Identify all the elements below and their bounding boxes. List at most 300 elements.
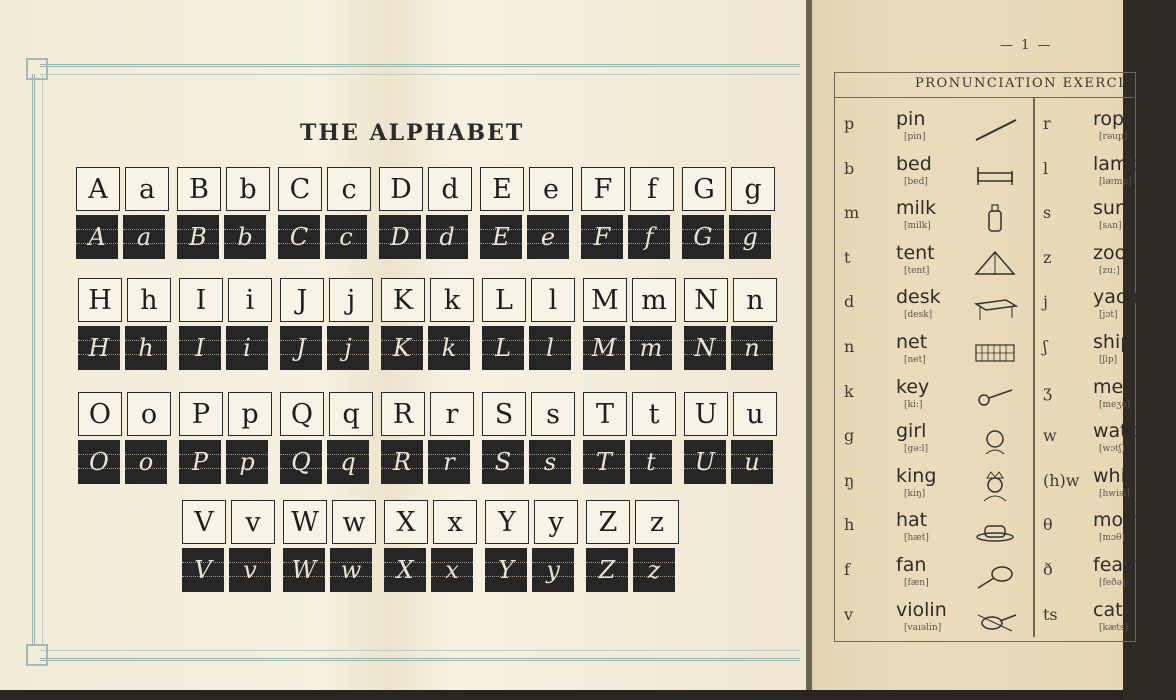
script-glyph: O [89, 448, 109, 476]
lowercase-script-letter [428, 440, 470, 484]
script-glyph: w [340, 556, 362, 584]
violin-icon [972, 603, 1018, 637]
script-glyph: z [647, 556, 661, 584]
phonetic-transcription: [bed] [904, 176, 928, 187]
phonetic-transcription: [meʒə] [1099, 399, 1131, 410]
exercise-title: PRONUNCIATION EXERCI [915, 76, 1125, 91]
script-glyph: y [546, 556, 560, 584]
hat-icon [972, 513, 1018, 547]
letter-pair-c [278, 167, 371, 259]
girl-icon [972, 424, 1018, 458]
uppercase-script-letter [76, 215, 118, 259]
script-glyph: W [291, 556, 317, 584]
script-glyph: k [441, 334, 457, 362]
phonetic-symbol: k [844, 381, 854, 401]
phonetic-symbol: g [844, 426, 855, 446]
example-word: desk [896, 286, 941, 309]
uppercase-script-letter [381, 440, 423, 484]
letter-pair-e [480, 167, 573, 259]
script-letters [283, 548, 376, 592]
phonetic-transcription: [jɔt] [1099, 310, 1118, 321]
phonetic-transcription: [ki:] [904, 399, 923, 410]
exercise-row [844, 554, 1034, 594]
script-glyph: D [390, 223, 410, 251]
exercise-row [1043, 197, 1133, 237]
script-letters [381, 440, 474, 484]
alphabet-row [78, 392, 777, 484]
exercise-row [1043, 331, 1133, 371]
phonetic-transcription: [tent] [904, 265, 930, 276]
exercise-row [844, 197, 1034, 237]
lowercase-script-letter [630, 440, 672, 484]
script-glyph: Q [291, 448, 311, 476]
alphabet-row [78, 278, 777, 370]
script-letters [379, 215, 472, 259]
example-word: violin [896, 598, 947, 621]
script-glyph: u [744, 448, 760, 476]
example-word: whistle [1093, 464, 1161, 487]
uppercase-script-letter [684, 440, 726, 484]
exercise-row [844, 108, 1034, 148]
lowercase-print-letter: f [630, 167, 674, 211]
border-bottom [40, 650, 800, 661]
uppercase-script-letter [283, 548, 325, 592]
script-glyph: Z [598, 556, 616, 584]
lowercase-print-letter: k [430, 278, 474, 322]
phonetic-symbol: z [1043, 247, 1052, 267]
lowercase-script-letter [325, 215, 367, 259]
uppercase-script-letter [78, 440, 120, 484]
script-glyph: p [239, 448, 255, 476]
script-glyph: n [744, 334, 760, 362]
exercise-row [844, 599, 1034, 639]
uppercase-print-letter: M [583, 278, 627, 322]
print-letters [583, 392, 676, 436]
lowercase-script-letter [428, 326, 470, 370]
phonetic-symbol: s [1043, 203, 1052, 223]
uppercase-script-letter [280, 440, 322, 484]
letter-pair-n [684, 278, 777, 370]
desk-icon [972, 290, 1018, 324]
letter-pair-u [684, 392, 777, 484]
exercise-row [844, 509, 1034, 549]
print-letters [381, 392, 474, 436]
phonetic-symbol: b [844, 158, 855, 178]
uppercase-print-letter: E [480, 167, 524, 211]
lowercase-print-letter: l [531, 278, 575, 322]
script-letters [480, 215, 573, 259]
script-letters [586, 548, 679, 592]
script-glyph: G [693, 223, 713, 251]
exercise-row [1043, 509, 1143, 549]
uppercase-script-letter [384, 548, 426, 592]
letter-pair-f [581, 167, 674, 259]
lowercase-print-letter: q [329, 392, 373, 436]
letter-pair-o [78, 392, 171, 484]
lowercase-script-letter [224, 215, 266, 259]
uppercase-print-letter: Q [280, 392, 324, 436]
print-letters [485, 500, 578, 544]
lowercase-script-letter [327, 440, 369, 484]
key-icon [972, 380, 1018, 414]
phonetic-transcription: [desk] [904, 310, 933, 321]
uppercase-print-letter: N [684, 278, 728, 322]
phonetic-transcription: [vaɪəlin] [904, 622, 942, 633]
phonetic-transcription: [gə:l] [904, 444, 929, 455]
lowercase-print-letter: p [228, 392, 272, 436]
lowercase-print-letter: r [430, 392, 474, 436]
print-letters [78, 392, 171, 436]
phonetic-symbol: d [844, 292, 855, 312]
exercise-row [1043, 108, 1136, 148]
uppercase-script-letter [482, 440, 524, 484]
phonetic-symbol: w [1043, 426, 1057, 446]
uppercase-print-letter: O [78, 392, 122, 436]
print-letters [684, 278, 777, 322]
print-letters [586, 500, 679, 544]
uppercase-print-letter: P [179, 392, 223, 436]
script-letters [78, 326, 171, 370]
uppercase-print-letter: H [78, 278, 122, 322]
exercise-row [844, 331, 1034, 371]
phonetic-transcription: [net] [904, 355, 926, 365]
lowercase-script-letter [431, 548, 473, 592]
script-letters [179, 326, 272, 370]
example-word: zoo [1093, 241, 1127, 264]
print-letters [280, 278, 373, 322]
uppercase-script-letter [379, 215, 421, 259]
script-glyph: g [742, 223, 758, 251]
uppercase-print-letter: W [283, 500, 327, 544]
exercise-row [844, 286, 1034, 326]
uppercase-script-letter [586, 548, 628, 592]
alphabet-row [182, 500, 679, 592]
script-glyph: m [639, 334, 663, 362]
phonetic-symbol: (h)w [1043, 470, 1080, 490]
lowercase-script-letter [226, 440, 268, 484]
phonetic-transcription: [pin] [904, 132, 926, 142]
uppercase-script-letter [179, 326, 221, 370]
phonetic-symbol: l [1043, 158, 1049, 178]
phonetic-symbol: f [844, 560, 850, 579]
script-letters [485, 548, 578, 592]
script-glyph: h [138, 334, 154, 362]
phonetic-symbol: ts [1043, 604, 1058, 624]
lowercase-script-letter [125, 440, 167, 484]
border-left [32, 74, 43, 646]
script-glyph: M [591, 334, 617, 362]
example-word: fan [896, 554, 927, 576]
uppercase-print-letter: L [482, 278, 526, 322]
example-word: key [896, 375, 930, 398]
script-letters [78, 440, 171, 484]
letter-pair-b [177, 167, 270, 259]
script-glyph: r [443, 448, 455, 476]
script-glyph: v [243, 556, 257, 584]
uppercase-print-letter: G [682, 167, 726, 211]
lowercase-print-letter: z [635, 500, 679, 544]
print-letters [182, 500, 275, 544]
print-letters [179, 392, 272, 436]
lowercase-script-letter [529, 440, 571, 484]
example-word: sun [1093, 197, 1127, 220]
print-letters [179, 278, 272, 322]
lowercase-print-letter: n [733, 278, 777, 322]
script-glyph: N [694, 334, 716, 362]
uppercase-print-letter: T [583, 392, 627, 436]
print-letters [76, 167, 169, 211]
exercise-row [1043, 286, 1146, 326]
lowercase-print-letter: g [731, 167, 775, 211]
script-glyph: a [136, 223, 152, 251]
uppercase-script-letter [179, 440, 221, 484]
script-glyph: i [243, 334, 251, 362]
example-word: net [896, 331, 928, 353]
uppercase-print-letter: C [278, 167, 322, 211]
phonetic-symbol: v [844, 604, 854, 624]
script-glyph: T [595, 448, 612, 476]
uppercase-script-letter [581, 215, 623, 259]
phonetic-symbol: t [844, 247, 851, 267]
print-letters [278, 167, 371, 211]
example-word: feather [1093, 554, 1163, 576]
phonetic-symbol: ʃ [1043, 337, 1048, 356]
book-bottom-edge [0, 690, 1123, 700]
script-letters [381, 326, 474, 370]
exercise-row [844, 153, 1034, 193]
lowercase-print-letter: j [329, 278, 373, 322]
lowercase-script-letter [532, 548, 574, 592]
lowercase-script-letter [630, 326, 672, 370]
phonetic-transcription: [wɔtʃ] [1099, 444, 1125, 455]
script-letters [583, 440, 676, 484]
lowercase-print-letter: y [534, 500, 578, 544]
phonetic-transcription: [zu:] [1099, 265, 1120, 276]
phonetic-transcription: [rəup] [1099, 132, 1128, 142]
script-glyph: B [189, 223, 207, 251]
print-letters [384, 500, 477, 544]
phonetic-transcription: [kiŋ] [904, 488, 926, 499]
letter-pair-r [381, 392, 474, 484]
lowercase-print-letter: a [125, 167, 169, 211]
script-letters [682, 215, 775, 259]
script-glyph: S [494, 448, 512, 476]
uppercase-print-letter: A [76, 167, 120, 211]
script-glyph: C [289, 223, 309, 251]
uppercase-print-letter: X [384, 500, 428, 544]
example-word: measure [1093, 375, 1176, 398]
phonetic-transcription: [fæn] [904, 578, 929, 588]
phonetic-transcription: [læmp] [1099, 176, 1132, 187]
letter-pair-a [76, 167, 169, 259]
alphabet-row [76, 167, 775, 259]
uppercase-print-letter: U [684, 392, 728, 436]
script-letters [581, 215, 674, 259]
uppercase-script-letter [482, 326, 524, 370]
uppercase-script-letter [182, 548, 224, 592]
lowercase-script-letter [527, 215, 569, 259]
print-letters [482, 278, 575, 322]
lowercase-print-letter: t [632, 392, 676, 436]
example-word: rope [1093, 108, 1136, 130]
uppercase-script-letter [177, 215, 219, 259]
script-glyph: e [540, 223, 556, 251]
print-letters [78, 278, 171, 322]
lowercase-script-letter [426, 215, 468, 259]
example-word: watch [1093, 420, 1151, 443]
letter-pair-i [179, 278, 272, 370]
phonetic-symbol: j [1043, 292, 1048, 312]
alphabet-title: THE ALPHABET [300, 120, 525, 146]
exercise-row [844, 242, 1034, 282]
lowercase-script-letter [229, 548, 271, 592]
script-glyph: x [445, 556, 459, 584]
border-corner-ornament [26, 58, 48, 80]
phonetic-transcription: [hwisl] [1099, 488, 1130, 499]
uppercase-script-letter [278, 215, 320, 259]
script-glyph: A [88, 223, 106, 251]
example-word: cats [1093, 598, 1133, 621]
exercise-header-rule [834, 97, 1134, 98]
net-icon [972, 335, 1018, 369]
script-letters [684, 440, 777, 484]
phonetic-symbol: m [844, 203, 860, 223]
lowercase-print-letter: d [428, 167, 472, 211]
print-letters [381, 278, 474, 322]
exercise-row [844, 376, 1034, 416]
script-letters [177, 215, 270, 259]
lowercase-script-letter [529, 326, 571, 370]
script-letters [684, 326, 777, 370]
print-letters [583, 278, 676, 322]
script-glyph: K [393, 334, 411, 362]
script-glyph: U [694, 448, 716, 476]
uppercase-print-letter: V [182, 500, 226, 544]
uppercase-print-letter: J [280, 278, 324, 322]
lowercase-print-letter: i [228, 278, 272, 322]
letter-pair-y [485, 500, 578, 592]
lowercase-script-letter [729, 215, 771, 259]
milk-bottle-icon [972, 201, 1018, 235]
phonetic-symbol: ŋ [844, 470, 855, 490]
phonetic-symbol: r [1043, 114, 1051, 133]
letter-pair-d [379, 167, 472, 259]
phonetic-transcription: [hæt] [904, 533, 929, 544]
print-letters [379, 167, 472, 211]
page-number: — 1 — [1000, 38, 1053, 53]
phonetic-symbol: p [844, 114, 855, 133]
example-word: pin [896, 108, 926, 130]
example-word: hat [896, 509, 928, 532]
letter-pair-l [482, 278, 575, 370]
script-glyph: R [392, 448, 412, 476]
uppercase-print-letter: Z [586, 500, 630, 544]
uppercase-script-letter [78, 326, 120, 370]
border-corner-ornament [26, 644, 48, 666]
letter-pair-t [583, 392, 676, 484]
lowercase-print-letter: x [433, 500, 477, 544]
lowercase-print-letter: m [632, 278, 676, 322]
script-letters [76, 215, 169, 259]
example-word: bed [896, 152, 932, 175]
script-letters [280, 326, 373, 370]
exercise-row [1043, 375, 1176, 416]
example-word: ship [1093, 331, 1133, 353]
letter-pair-w [283, 500, 376, 592]
example-word: girl [896, 420, 927, 443]
letter-pair-m [583, 278, 676, 370]
script-glyph: E [492, 223, 510, 251]
bed-icon [972, 157, 1018, 191]
script-glyph: X [396, 556, 414, 584]
script-glyph: F [593, 223, 611, 251]
script-glyph: q [340, 448, 356, 476]
script-glyph: o [138, 448, 154, 476]
phonetic-transcription: [kæts] [1099, 622, 1129, 633]
uppercase-print-letter: Y [485, 500, 529, 544]
phonetic-transcription: [ʃip] [1099, 355, 1118, 365]
uppercase-print-letter: R [381, 392, 425, 436]
example-word: tent [896, 241, 935, 264]
print-letters [482, 392, 575, 436]
lowercase-script-letter [327, 326, 369, 370]
script-glyph: J [296, 334, 306, 362]
print-letters [177, 167, 270, 211]
print-letters [682, 167, 775, 211]
uppercase-script-letter [480, 215, 522, 259]
uppercase-script-letter [485, 548, 527, 592]
phonetic-symbol: ʒ [1043, 381, 1053, 401]
phonetic-transcription: [milk] [904, 221, 931, 232]
phonetic-symbol: h [844, 515, 855, 535]
lowercase-print-letter: v [231, 500, 275, 544]
tent-icon [972, 246, 1018, 280]
lowercase-print-letter: b [226, 167, 270, 211]
script-letters [384, 548, 477, 592]
script-glyph: d [439, 223, 455, 251]
script-letters [182, 548, 275, 592]
script-glyph: Y [498, 556, 514, 584]
letter-pair-z [586, 500, 679, 592]
print-letters [480, 167, 573, 211]
lowercase-print-letter: h [127, 278, 171, 322]
lowercase-print-letter: o [127, 392, 171, 436]
uppercase-print-letter: K [381, 278, 425, 322]
example-word: moth [1093, 509, 1143, 532]
lowercase-script-letter [628, 215, 670, 259]
uppercase-print-letter: B [177, 167, 221, 211]
lowercase-script-letter [633, 548, 675, 592]
phonetic-transcription: [mɔθ] [1099, 533, 1126, 544]
exercise-row [844, 420, 1034, 460]
lowercase-script-letter [125, 326, 167, 370]
lowercase-script-letter [731, 440, 773, 484]
uppercase-print-letter: S [482, 392, 526, 436]
example-word: milk [896, 197, 937, 220]
letter-pair-v [182, 500, 275, 592]
lowercase-script-letter [123, 215, 165, 259]
exercise-row [1043, 420, 1151, 460]
script-glyph: V [194, 556, 212, 584]
script-glyph: l [546, 334, 554, 362]
uppercase-print-letter: I [179, 278, 223, 322]
uppercase-print-letter: F [581, 167, 625, 211]
script-glyph: j [344, 334, 352, 362]
print-letters [283, 500, 376, 544]
letter-pair-x [384, 500, 477, 592]
phonetic-transcription: [sʌn] [1099, 221, 1122, 232]
exercise-row [844, 465, 1034, 505]
